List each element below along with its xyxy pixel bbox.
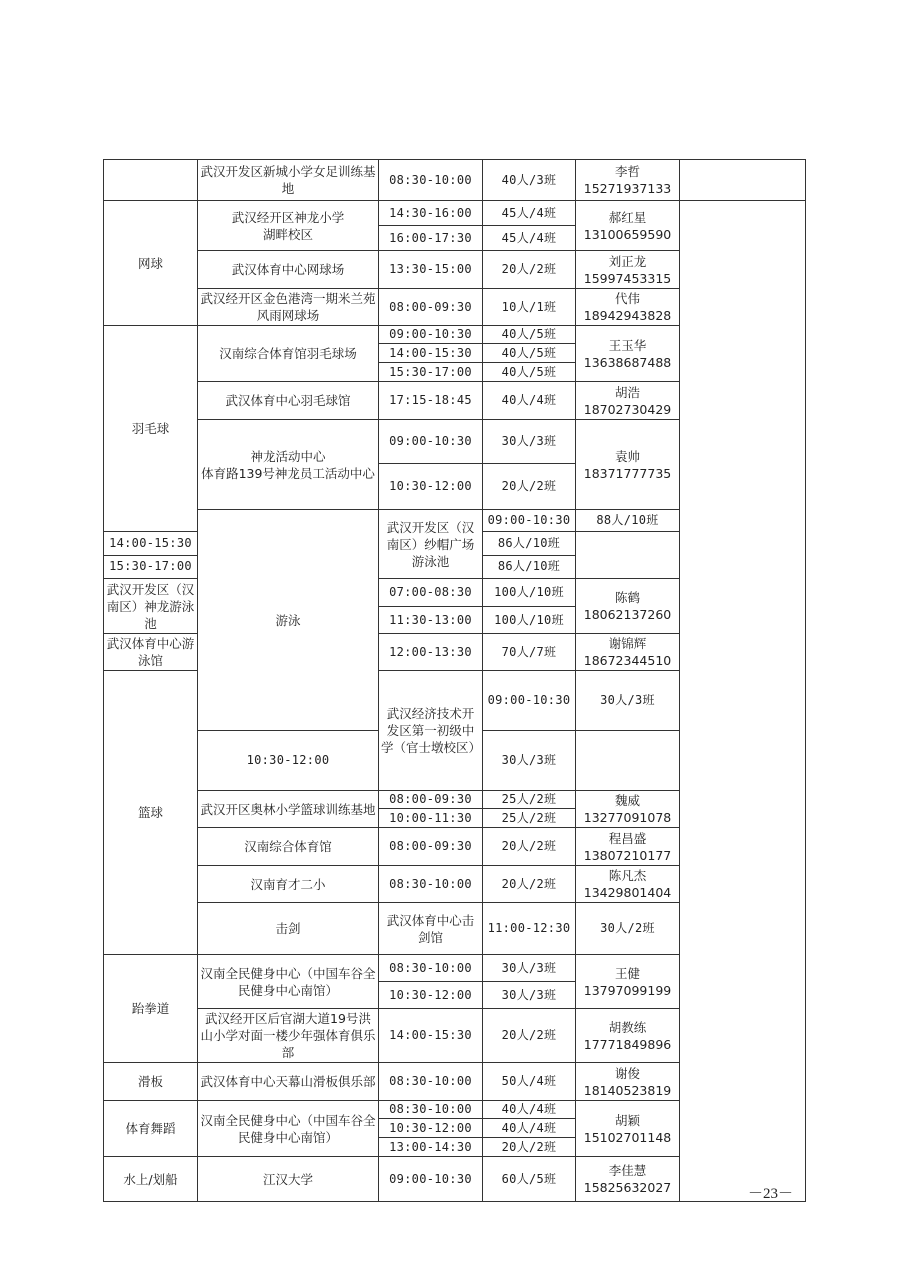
- venue-cell: [198, 382, 379, 420]
- venue-cell-text: 武汉开发区（汉南区）纱帽广场游泳池: [386, 519, 475, 569]
- contact-cell-text: 李哲: [614, 164, 640, 179]
- contact-cell-text: 胡教练: [608, 1019, 647, 1035]
- venue-cell-text: 武汉体育中心击剑馆: [386, 912, 475, 945]
- time-cell-text: 13:00-14:30: [389, 1139, 472, 1154]
- contact-cell-text: 程昌盛: [608, 830, 647, 846]
- time-cell-text: 08:30-10:00: [389, 1074, 472, 1088]
- contact-cell-text: 13638687488: [583, 354, 672, 370]
- time-cell-text: 10:30-12:00: [389, 479, 472, 493]
- capacity-cell: [483, 1009, 576, 1063]
- venue-cell: [104, 579, 198, 634]
- sport-cell-text: 篮球: [137, 805, 163, 820]
- capacity-cell: [483, 809, 576, 828]
- contact-cell-text: 13807210177: [583, 847, 672, 863]
- capacity-cell: [576, 903, 680, 955]
- capacity-cell: [483, 344, 576, 363]
- contact-cell: [576, 251, 680, 289]
- time-cell-text: 14:00-15:30: [389, 345, 472, 360]
- contact-cell-text: 谢锦辉: [608, 636, 647, 651]
- sport-cell: [104, 955, 198, 1063]
- capacity-cell-text: 30人/3班: [600, 693, 655, 707]
- contact-cell-text: 15997453315: [583, 270, 672, 286]
- time-cell-text: 09:00-10:30: [389, 1171, 472, 1186]
- venue-cell: [379, 671, 483, 791]
- capacity-cell: [483, 420, 576, 464]
- contact-cell: [576, 866, 680, 903]
- contact-cell-text: 胡浩: [614, 384, 640, 400]
- sport-cell-text: 水上/划船: [123, 1171, 178, 1187]
- contact-cell: [576, 579, 680, 634]
- capacity-cell-text: 25人/2班: [501, 810, 557, 825]
- venue-cell: [198, 1157, 379, 1202]
- time-cell: [379, 791, 483, 809]
- time-cell: [379, 579, 483, 607]
- table-row: [104, 201, 806, 226]
- capacity-cell: [483, 555, 576, 578]
- venue-cell: [198, 289, 379, 326]
- time-cell: [379, 607, 483, 634]
- capacity-cell-text: 88人/10班: [596, 513, 659, 528]
- venue-cell-text: 汉南全民健身中心（中国车谷全民健身中心南馆）: [200, 1112, 376, 1145]
- capacity-cell: [483, 791, 576, 809]
- time-cell-text: 08:30-10:00: [389, 876, 472, 891]
- venue-cell: [379, 510, 483, 579]
- capacity-cell-text: 25人/2班: [501, 792, 557, 806]
- time-cell: [379, 828, 483, 866]
- time-cell: [379, 1138, 483, 1157]
- time-cell: [379, 326, 483, 344]
- capacity-cell-text: 45人/4班: [501, 205, 557, 220]
- capacity-cell-text: 30人/3班: [501, 960, 557, 975]
- time-cell: [483, 510, 576, 532]
- time-cell: [379, 634, 483, 671]
- capacity-cell-text: 20人/2班: [501, 1028, 557, 1042]
- contact-cell-text: 刘正龙: [608, 253, 647, 269]
- contact-cell-text: 代伟: [614, 291, 640, 306]
- contact-cell-text: 13277091078: [583, 810, 672, 825]
- time-cell: [379, 1063, 483, 1101]
- capacity-cell-text: 40人/5班: [501, 327, 557, 341]
- time-cell-text: 08:30-10:00: [389, 960, 472, 975]
- contact-cell-text: 15825632027: [583, 1180, 672, 1195]
- venue-cell: [198, 791, 379, 828]
- venue-cell: [198, 160, 379, 201]
- time-cell-text: 12:00-13:30: [389, 644, 472, 659]
- capacity-cell: [483, 955, 576, 982]
- capacity-cell-text: 30人/3班: [501, 987, 557, 1002]
- time-cell-text: 08:00-09:30: [389, 299, 472, 314]
- capacity-cell-text: 50人/4班: [501, 1074, 557, 1088]
- capacity-cell-text: 45人/4班: [501, 230, 557, 245]
- capacity-cell: [483, 1157, 576, 1202]
- contact-cell-text: 18371777735: [583, 465, 672, 481]
- sport-cell-text: 体育舞蹈: [125, 1121, 176, 1136]
- venue-cell-text: 武汉体育中心天幕山滑板俱乐部: [200, 1074, 376, 1089]
- capacity-cell: [483, 326, 576, 344]
- venue-cell-text: 武汉开区奥林小学篮球训练基地: [200, 801, 376, 817]
- capacity-cell: [483, 1101, 576, 1119]
- time-cell-text: 13:30-15:00: [389, 262, 472, 276]
- blank-cell: [680, 160, 806, 201]
- venue-cell-text: 江汉大学: [262, 1171, 313, 1187]
- capacity-cell: [576, 510, 680, 532]
- sport-cell: [104, 160, 198, 201]
- time-cell-text: 15:30-17:00: [109, 559, 192, 574]
- sport-cell: [104, 1101, 198, 1157]
- contact-cell: [576, 634, 680, 671]
- time-cell: [198, 731, 379, 791]
- time-cell-text: 14:30-16:00: [389, 205, 472, 220]
- contact-cell: [576, 955, 680, 1009]
- contact-cell: [576, 326, 680, 382]
- time-cell: [379, 289, 483, 326]
- time-cell-text: 10:30-12:00: [246, 753, 330, 767]
- time-cell: [379, 866, 483, 903]
- capacity-cell: [483, 634, 576, 671]
- contact-cell-text: 18672344510: [583, 653, 672, 668]
- time-cell: [379, 464, 483, 510]
- capacity-cell-text: 100人/10班: [494, 612, 564, 627]
- time-cell-text: 08:00-09:30: [389, 839, 472, 853]
- contact-cell-text: 18942943828: [583, 308, 672, 323]
- capacity-cell-text: 40人/4班: [501, 393, 557, 407]
- time-cell-text: 10:30-12:00: [389, 987, 472, 1002]
- time-cell-text: 09:00-10:30: [487, 513, 571, 528]
- venue-cell-text: 汉南全民健身中心（中国车谷全民健身中心南馆）: [200, 965, 376, 998]
- venue-cell-text: 湖畔校区: [262, 226, 313, 242]
- sport-cell: [104, 1157, 198, 1202]
- capacity-cell-text: 100人/10班: [494, 585, 564, 599]
- contact-cell: [576, 828, 680, 866]
- capacity-cell: [483, 289, 576, 326]
- venue-cell-text: 武汉经济技术开发区第一初级中学（官士墩校区）: [381, 706, 482, 755]
- contact-cell-text: 袁帅: [614, 448, 640, 464]
- capacity-cell-text: 30人/3班: [501, 753, 557, 767]
- contact-cell: [576, 1101, 680, 1157]
- schedule-table: [103, 159, 806, 1202]
- venue-cell-text: 汉南综合体育馆羽毛球场: [219, 346, 357, 361]
- time-cell: [483, 671, 576, 731]
- time-cell: [379, 955, 483, 982]
- capacity-cell: [483, 607, 576, 634]
- time-cell: [379, 251, 483, 289]
- time-cell: [379, 363, 483, 382]
- contact-cell: [576, 1009, 680, 1063]
- venue-cell-text: 武汉体育中心羽毛球馆: [225, 393, 351, 408]
- time-cell-text: 09:00-10:30: [389, 327, 472, 341]
- sport-cell-text: 游泳: [275, 612, 301, 628]
- time-cell-text: 07:00-08:30: [389, 585, 472, 599]
- capacity-cell-text: 40人/5班: [501, 364, 557, 379]
- capacity-cell-text: 20人/2班: [501, 1139, 557, 1154]
- contact-cell-text: 13429801404: [583, 885, 672, 900]
- capacity-cell: [483, 363, 576, 382]
- time-cell-text: 08:00-09:30: [389, 792, 472, 806]
- time-cell-text: 09:00-10:30: [389, 434, 472, 448]
- contact-cell: [576, 420, 680, 510]
- capacity-cell: [576, 671, 680, 731]
- time-cell: [379, 982, 483, 1009]
- venue-cell: [198, 251, 379, 289]
- capacity-cell-text: 10人/1班: [501, 299, 557, 314]
- venue-cell: [198, 828, 379, 866]
- capacity-cell-text: 40人/3班: [501, 172, 557, 187]
- contact-cell-text: 王健: [614, 965, 640, 981]
- time-cell: [379, 1157, 483, 1202]
- capacity-cell-text: 86人/10班: [497, 559, 561, 574]
- time-cell: [379, 160, 483, 201]
- capacity-cell-text: 20人/2班: [501, 876, 557, 891]
- sport-cell: [104, 326, 198, 532]
- venue-cell-text: 武汉经开区后官湖大道19号洪山小学对面一楼少年强体育俱乐部: [200, 1011, 376, 1060]
- capacity-cell: [483, 201, 576, 226]
- capacity-cell: [483, 579, 576, 607]
- schedule-body: [104, 160, 806, 1202]
- time-cell-text: 15:30-17:00: [389, 364, 472, 379]
- capacity-cell-text: 40人/4班: [501, 1102, 557, 1116]
- venue-cell-text: 武汉开发区新城小学女足训练基地: [200, 164, 376, 196]
- blank-cell: [680, 201, 806, 1202]
- capacity-cell-text: 60人/5班: [501, 1171, 557, 1186]
- venue-cell: [379, 903, 483, 955]
- contact-cell-text: 胡颖: [614, 1112, 640, 1128]
- contact-cell: [576, 382, 680, 420]
- capacity-cell-text: 30人/3班: [501, 434, 557, 448]
- venue-cell: [198, 201, 379, 251]
- time-cell-text: 10:30-12:00: [389, 1120, 472, 1135]
- contact-cell-text: 15271937133: [583, 181, 672, 196]
- time-cell: [379, 420, 483, 464]
- time-cell-text: 08:30-10:00: [389, 172, 472, 187]
- contact-cell-text: 郝红星: [608, 209, 647, 225]
- contact-cell-text: 王玉华: [608, 337, 647, 353]
- capacity-cell: [483, 532, 576, 555]
- capacity-cell-text: 30人/2班: [600, 921, 655, 935]
- time-cell: [379, 1101, 483, 1119]
- contact-cell: [576, 289, 680, 326]
- capacity-cell-text: 86人/10班: [497, 535, 561, 550]
- capacity-cell: [483, 226, 576, 251]
- capacity-cell-text: 40人/5班: [501, 345, 557, 360]
- capacity-cell-text: 40人/4班: [501, 1120, 557, 1135]
- time-cell-text: 11:30-13:00: [389, 612, 472, 627]
- sport-cell: [198, 510, 379, 731]
- capacity-cell: [483, 866, 576, 903]
- contact-cell-text: 18702730429: [583, 401, 672, 417]
- capacity-cell: [483, 1138, 576, 1157]
- venue-cell: [198, 866, 379, 903]
- sport-cell: [104, 201, 198, 326]
- contact-cell: [576, 1063, 680, 1101]
- capacity-cell: [483, 982, 576, 1009]
- capacity-cell: [483, 251, 576, 289]
- contact-cell-text: 13797099199: [583, 982, 672, 998]
- venue-cell-text: 武汉开发区（汉南区）神龙游泳池: [106, 581, 195, 631]
- capacity-cell-text: 70人/7班: [501, 644, 557, 659]
- time-cell: [379, 226, 483, 251]
- time-cell-text: 14:00-15:30: [109, 535, 192, 550]
- venue-cell-text: 武汉经开区神龙小学: [231, 209, 345, 225]
- time-cell: [379, 344, 483, 363]
- time-cell-text: 11:00-12:30: [487, 921, 571, 935]
- capacity-cell-text: 20人/2班: [501, 262, 557, 276]
- sport-cell-text: 滑板: [137, 1074, 163, 1089]
- contact-cell-text: 陈凡杰: [608, 868, 647, 883]
- capacity-cell-text: 20人/2班: [501, 479, 557, 493]
- time-cell: [379, 1119, 483, 1138]
- venue-cell-text: 体育路139号神龙员工活动中心: [201, 465, 375, 481]
- venue-cell-text: 汉南综合体育馆: [244, 839, 332, 854]
- time-cell-text: 17:15-18:45: [389, 393, 472, 407]
- contact-cell: [576, 791, 680, 828]
- sport-cell: [198, 903, 379, 955]
- sport-cell-text: 击剑: [275, 921, 301, 936]
- contact-cell: [576, 201, 680, 251]
- time-cell: [379, 382, 483, 420]
- sport-cell-text: 羽毛球: [131, 421, 170, 437]
- capacity-cell: [483, 828, 576, 866]
- venue-cell: [198, 1009, 379, 1063]
- venue-cell-text: 神龙活动中心: [250, 448, 326, 464]
- capacity-cell: [483, 464, 576, 510]
- contact-cell: [576, 1157, 680, 1202]
- venue-cell: [198, 326, 379, 382]
- contact-cell-text: 15102701148: [583, 1129, 672, 1145]
- contact-cell-text: 13100659590: [583, 226, 672, 242]
- table-row: [104, 160, 806, 201]
- capacity-cell: [483, 1063, 576, 1101]
- contact-cell-text: 17771849896: [583, 1036, 672, 1052]
- venue-cell: [198, 1101, 379, 1157]
- contact-cell-text: 谢俊: [614, 1065, 640, 1081]
- time-cell-text: 16:00-17:30: [389, 230, 472, 245]
- time-cell: [379, 809, 483, 828]
- time-cell: [379, 201, 483, 226]
- venue-cell: [198, 420, 379, 510]
- sport-cell-text: 网球: [137, 255, 163, 271]
- time-cell: [379, 1009, 483, 1063]
- contact-cell-text: 陈鹤: [614, 590, 640, 605]
- contact-cell-text: 18062137260: [583, 607, 672, 622]
- capacity-cell: [483, 1119, 576, 1138]
- venue-cell-text: 武汉体育中心游泳馆: [106, 636, 195, 668]
- time-cell: [104, 532, 198, 555]
- venue-cell-text: 武汉经开区金色港湾一期米兰苑风雨网球场: [200, 291, 376, 323]
- contact-cell-text: 18140523819: [583, 1082, 672, 1098]
- contact-cell-text: 李佳慧: [608, 1163, 647, 1178]
- sport-cell: [104, 1063, 198, 1101]
- time-cell-text: 08:30-10:00: [389, 1102, 472, 1116]
- venue-cell-text: 汉南育才二小: [250, 876, 326, 892]
- sport-cell-text: 跆拳道: [131, 1001, 170, 1016]
- capacity-cell: [483, 382, 576, 420]
- contact-cell-text: 魏威: [614, 793, 640, 808]
- time-cell: [104, 555, 198, 578]
- time-cell: [483, 903, 576, 955]
- venue-cell: [104, 634, 198, 671]
- venue-cell: [198, 1063, 379, 1101]
- venue-cell: [198, 955, 379, 1009]
- capacity-cell: [483, 160, 576, 201]
- capacity-cell-text: 20人/2班: [501, 839, 557, 853]
- time-cell-text: 10:00-11:30: [389, 810, 472, 825]
- page-number: －23－: [748, 1186, 794, 1202]
- venue-cell-text: 武汉体育中心网球场: [231, 262, 345, 277]
- time-cell-text: 14:00-15:30: [389, 1028, 472, 1042]
- time-cell-text: 09:00-10:30: [487, 693, 571, 707]
- sport-cell: [104, 671, 198, 955]
- capacity-cell: [483, 731, 576, 791]
- contact-cell: [576, 160, 680, 201]
